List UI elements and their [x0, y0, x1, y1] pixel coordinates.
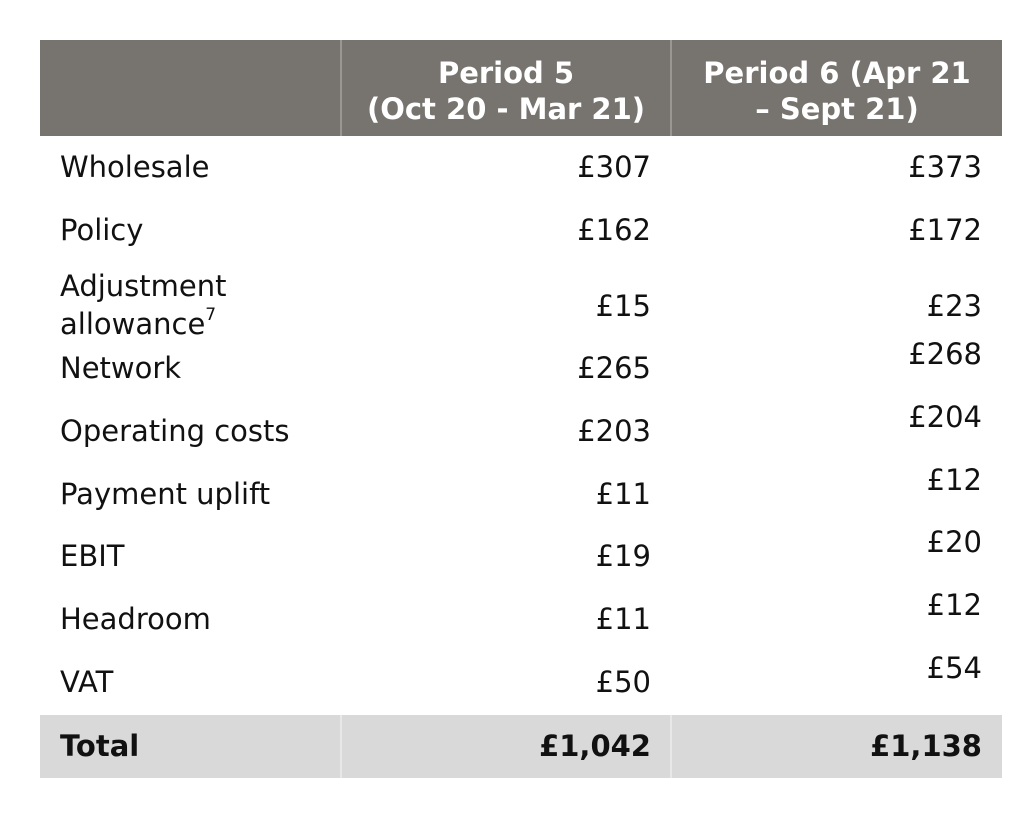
- table-row-ebit: [40, 525, 1002, 588]
- total-period-5-value: £1,042: [539, 729, 651, 763]
- row-label: Operating costs: [60, 414, 290, 449]
- header-period-5-line1: Period 5: [437, 56, 575, 90]
- period-5-value: £15: [595, 289, 651, 324]
- period-6-value: £54: [926, 650, 982, 685]
- row-label: VAT: [60, 664, 114, 699]
- period-5-value: £19: [595, 539, 651, 574]
- row-label: Payment uplift: [60, 476, 271, 511]
- period-5-value: £203: [577, 414, 651, 449]
- table-row-vat: [40, 651, 1002, 714]
- period-6-value: £12: [926, 462, 982, 497]
- table-row-wholesale: [40, 136, 1002, 199]
- cost-breakdown-table: [40, 40, 1002, 714]
- footnote-marker: 7: [205, 305, 217, 326]
- row-label: Headroom: [60, 602, 211, 637]
- period-5-value: £11: [595, 476, 651, 511]
- total-period-6-value: £1,138: [870, 729, 982, 763]
- row-label: Policy: [60, 212, 144, 247]
- header-period-5: [342, 55, 670, 127]
- row-label: [60, 267, 227, 343]
- period-6-value: £373: [908, 150, 982, 184]
- row-label: EBIT: [60, 539, 125, 574]
- table-row-total: [40, 715, 1002, 778]
- header-period-5-line2: (Oct 20 - Mar 21): [366, 92, 646, 126]
- table-row-payment-uplift: [40, 463, 1002, 526]
- row-label: Network: [60, 351, 182, 386]
- period-6-value: £172: [908, 212, 982, 247]
- header-period-6-line2: – Sept 21): [755, 92, 919, 126]
- table-row-policy: [40, 199, 1002, 262]
- table-row-adjustment-allowance: [40, 261, 1002, 342]
- table-header: [40, 40, 1002, 136]
- period-6-value: £23: [926, 289, 982, 324]
- period-6-value: £12: [926, 588, 982, 623]
- period-6-value: £20: [926, 525, 982, 560]
- row-label-line1: Adjustment: [60, 269, 227, 304]
- row-label-line2: allowance: [60, 307, 206, 342]
- period-6-value: £268: [908, 337, 982, 372]
- header-period-6: [672, 55, 1002, 127]
- period-5-value: £265: [577, 351, 651, 386]
- total-divider: [340, 715, 342, 778]
- total-label: Total: [60, 729, 140, 763]
- period-6-value: £204: [908, 400, 982, 435]
- header-period-6-line1: Period 6 (Apr 21: [703, 56, 971, 90]
- table-row-headroom: [40, 588, 1002, 651]
- period-5-value: £162: [577, 212, 651, 247]
- table-row-operating-costs: [40, 400, 1002, 463]
- total-divider: [670, 715, 672, 778]
- period-5-value: £50: [595, 664, 651, 699]
- row-label: Wholesale: [60, 150, 210, 184]
- table-row-network: [40, 337, 1002, 400]
- period-5-value: £307: [577, 150, 651, 184]
- period-5-value: £11: [595, 602, 651, 637]
